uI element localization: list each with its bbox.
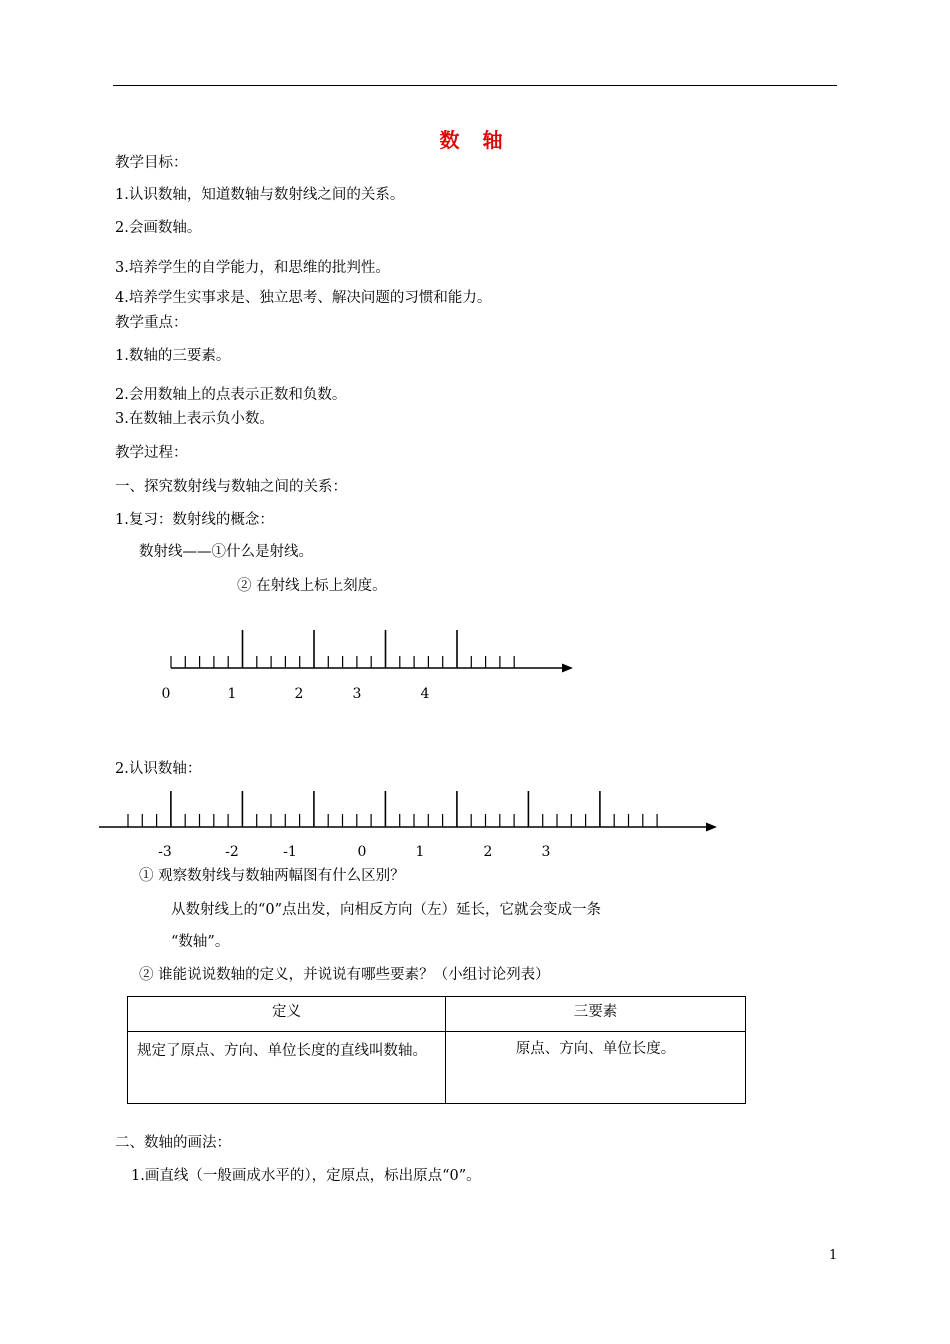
recognize-axis-heading: 2.认识数轴： [115,761,202,777]
table-cell-elements: 原点、方向、单位长度。 [446,1032,746,1104]
number-axis-figure [0,780,950,870]
objective-item: 2.会画数轴。 [115,220,202,236]
axis-tick-label: 2 [483,844,493,860]
answer-1-line: 从数射线上的“0”点出发，向相反方向（左）延长，它就会变成一条 [171,902,602,918]
number-ray-figure [0,620,950,715]
table-header-elements: 三要素 [446,997,746,1032]
section-2-heading: 二、数轴的画法： [115,1135,231,1151]
ray-arrow [562,664,573,673]
table-cell-definition: 规定了原点、方向、单位长度的直线叫数轴。 [128,1032,446,1104]
key-point-item: 2.会用数轴上的点表示正数和负数。 [115,387,347,403]
review-heading: 1.复习：数射线的概念： [115,512,274,528]
ray-tick-label: 1 [227,686,237,702]
objective-item: 1.认识数轴，知道数轴与数射线之间的关系。 [115,187,405,203]
page-title: 数 轴 [439,128,511,152]
axis-tick-label: -3 [158,844,172,860]
table-header-definition: 定义 [128,997,446,1032]
answer-1-line: “数轴”。 [171,934,230,950]
objective-item: 3.培养学生的自学能力，和思维的批判性。 [115,260,390,276]
section-2-step-1: 1.画直线（一般画成水平的），定原点，标出原点“0”。 [131,1168,481,1184]
axis-tick-label: -1 [283,844,297,860]
key-points-heading: 教学重点： [115,315,188,331]
axis-arrow [706,823,717,832]
page-number: 1 [829,1248,838,1263]
ray-tick-label: 4 [420,686,430,702]
key-point-item: 1.数轴的三要素。 [115,348,231,364]
ray-definition-line: ② 在射线上标上刻度。 [237,578,387,594]
axis-tick-label: -2 [225,844,239,860]
process-heading: 教学过程： [115,445,188,461]
question-2: ② 谁能说说数轴的定义，并说说有哪些要素？（小组讨论列表） [139,967,550,983]
definition-table [127,996,746,1104]
axis-tick-label: 3 [541,844,551,860]
ray-tick-label: 0 [161,686,171,702]
section-1-heading: 一、探究数射线与数轴之间的关系： [115,479,347,495]
objective-item: 4.培养学生实事求是、独立思考、解决问题的习惯和能力。 [115,290,492,306]
axis-tick-label: 1 [415,844,425,860]
objectives-heading: 教学目标： [115,155,188,171]
ray-tick-label: 2 [294,686,304,702]
question-1: ① 观察数射线与数轴两幅图有什么区别？ [139,868,405,884]
ray-definition-line: 数射线——①什么是射线。 [139,544,313,560]
axis-tick-label: 0 [357,844,367,860]
key-point-item: 3.在数轴上表示负小数。 [115,411,274,427]
ray-tick-label: 3 [352,686,362,702]
header-rule [113,85,837,86]
